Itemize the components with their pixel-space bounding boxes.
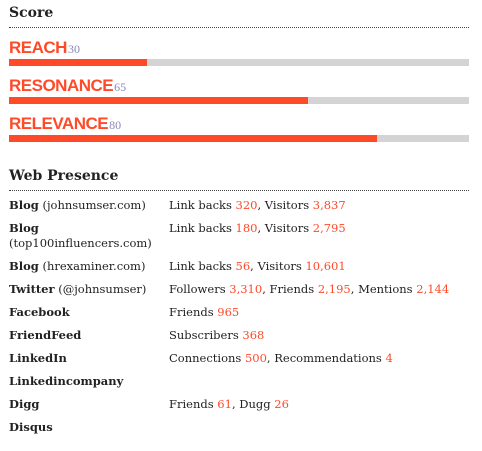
stat-value: 2,195 — [317, 282, 351, 296]
stat-label: Visitors — [257, 259, 306, 273]
stat-value: 2,144 — [416, 282, 450, 296]
stat-label: Subscribers — [169, 328, 243, 342]
site-url: (hrexaminer.com) — [42, 259, 146, 273]
site-name: FriendFeed — [9, 328, 82, 342]
table-row — [9, 397, 469, 420]
web-presence-divider — [9, 190, 469, 191]
web-presence-heading: Web Presence — [9, 168, 119, 184]
site-name: Blog — [9, 198, 39, 212]
stats-cell — [169, 259, 469, 282]
table-row — [9, 374, 469, 397]
site-name: Blog — [9, 259, 39, 273]
stats-cell — [169, 374, 469, 397]
stat-label: Visitors — [264, 221, 313, 235]
stat-label: Connections — [169, 351, 245, 365]
stat-label: Link backs — [169, 198, 236, 212]
site-cell — [9, 221, 169, 259]
table-row — [9, 420, 469, 443]
site-cell — [9, 282, 169, 305]
score-heading: Score — [9, 5, 54, 21]
site-cell — [9, 374, 169, 397]
score-bar-track — [9, 59, 469, 66]
site-cell — [9, 259, 169, 282]
stats-cell — [169, 351, 469, 374]
stat-value: 368 — [242, 328, 265, 342]
stat-value: 2,795 — [312, 221, 346, 235]
table-row — [9, 305, 469, 328]
stat-value: 26 — [274, 397, 289, 411]
stat-separator: , — [250, 259, 258, 273]
table-row — [9, 328, 469, 351]
stat-separator: , — [350, 282, 359, 296]
stat-label: Friends — [169, 305, 218, 319]
stat-label: Recommendations — [274, 351, 386, 365]
stats-cell — [169, 198, 469, 221]
site-cell — [9, 328, 169, 351]
stat-label: Mentions — [358, 282, 417, 296]
stat-value: 320 — [235, 198, 258, 212]
stats-cell — [169, 397, 469, 420]
stat-value: 3,837 — [312, 198, 346, 212]
stat-value: 61 — [217, 397, 232, 411]
stat-separator: , — [257, 221, 265, 235]
stat-value: 56 — [235, 259, 251, 273]
site-cell — [9, 351, 169, 374]
site-name: Twitter — [9, 282, 55, 296]
site-url: (@johnsumser) — [58, 282, 147, 296]
score-bar-track — [9, 135, 469, 142]
table-row — [9, 351, 469, 374]
score-relevance — [9, 114, 469, 154]
site-name: Digg — [9, 397, 40, 411]
web-presence-table — [9, 198, 469, 443]
stat-label: Followers — [169, 282, 230, 296]
site-name: Blog — [9, 221, 39, 235]
site-cell — [9, 397, 169, 420]
score-value: 30 — [67, 42, 80, 56]
score-bar-fill — [9, 59, 147, 66]
score-label: RESONANCE65 — [9, 76, 127, 95]
site-url: (johnsumser.com) — [42, 198, 146, 212]
stats-cell — [169, 305, 469, 328]
score-resonance — [9, 76, 469, 116]
stat-value: 10,601 — [305, 259, 346, 273]
stat-separator: , — [266, 351, 275, 365]
stat-value: 500 — [244, 351, 267, 365]
stat-value: 4 — [385, 351, 393, 365]
site-name: Linkedincompany — [9, 374, 124, 388]
site-cell — [9, 420, 169, 443]
table-row — [9, 282, 469, 305]
site-name: LinkedIn — [9, 351, 67, 365]
score-divider — [9, 27, 469, 28]
site-name: Facebook — [9, 305, 70, 319]
stats-cell — [169, 282, 469, 305]
site-name: Disqus — [9, 420, 53, 434]
score-value: 80 — [109, 118, 122, 132]
stat-label: Link backs — [169, 259, 236, 273]
stat-label: Friends — [169, 397, 218, 411]
table-row — [9, 198, 469, 221]
site-cell — [9, 305, 169, 328]
stats-cell — [169, 221, 469, 259]
table-row — [9, 221, 469, 259]
score-bar-track — [9, 97, 469, 104]
stat-separator: , — [257, 198, 265, 212]
stat-value: 965 — [217, 305, 240, 319]
stat-label: Friends — [269, 282, 318, 296]
score-value: 65 — [114, 80, 127, 94]
stat-value: 180 — [235, 221, 258, 235]
stat-label: Visitors — [264, 198, 313, 212]
score-label: RELEVANCE80 — [9, 114, 122, 133]
score-bar-fill — [9, 97, 308, 104]
site-cell — [9, 198, 169, 221]
score-reach — [9, 38, 469, 78]
table-row — [9, 259, 469, 282]
score-label: REACH30 — [9, 38, 80, 57]
site-url: (top100influencers.com) — [9, 236, 152, 250]
score-bar-fill — [9, 135, 377, 142]
stats-cell — [169, 420, 469, 443]
stat-separator: , — [231, 397, 240, 411]
stat-label: Dugg — [239, 397, 275, 411]
stat-separator: , — [262, 282, 270, 296]
stats-cell — [169, 328, 469, 351]
stat-label: Link backs — [169, 221, 236, 235]
stat-value: 3,310 — [229, 282, 263, 296]
